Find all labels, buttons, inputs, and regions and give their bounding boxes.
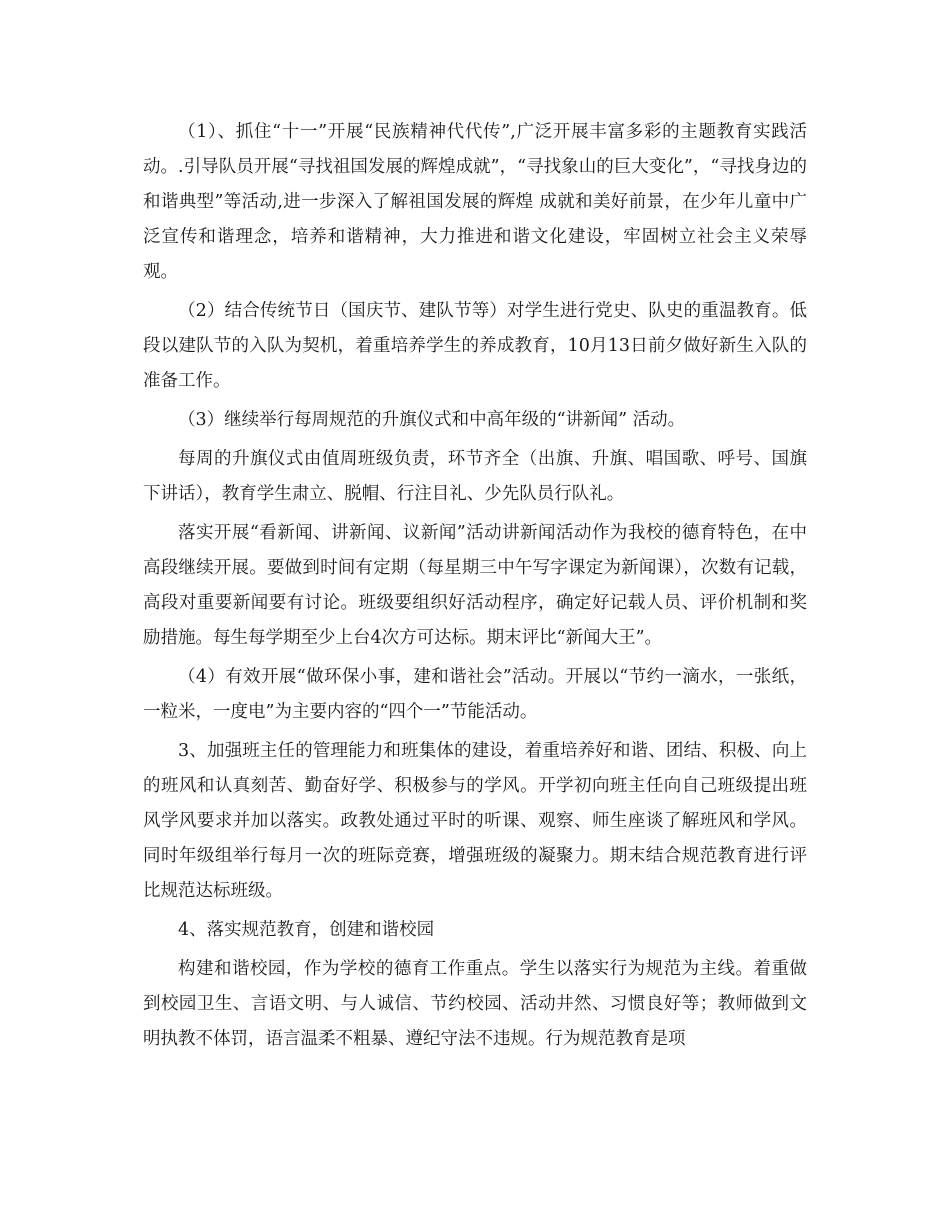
paragraph-flag-ceremony-news: （3）继续举行每周规范的升旗仪式和中高年级的“讲新闻” 活动。 [178,410,686,430]
paragraph-weekly-flag-ceremony: 每周的升旗仪式由值周班级负责，环节齐全（出旗、升旗、唱国歌、呼号、国旗下讲话），教育学生肃立、脱帽、行注目礼、少先队员行队礼。 [143,449,807,504]
paragraph-class-teacher-management: 3、加强班主任的管理能力和班集体的建设，着重培养好和谐、团结、积极、向上的班风和认真刻苦、勤奋好学、积极参与的学风。开学初向班主任向自己班级提出班风学风要求并加以落实。政教处通过平时的听课、观察、师生座谈了解班风和学风。同时年级组举行每月一次的班际竞赛，增强班级的凝聚力。期末结合规范教育进行评比规范达标班级。 [143,741,807,901]
paragraph-national-day-activity: （1）、抓住“十一”开展“民族精神代代传”,广泛开展丰富多彩的主题教育实践活动。.引导队员开展“寻找祖国发展的辉煌成就”，“寻找象山的巨大变化”，“寻找身边的和谐典型”等活动,进一步深入了解祖国发展的辉煌 成就和美好前景，在少年儿童中广泛宣传和谐理念，培养和谐精神，大力推进和谐文化建设，牢固树立社会主义荣辱观。 [143,122,807,282]
paragraph-environmental-activity: （4）有效开展“做环保小事，建和谐社会”活动。开展以“节约一滴水，一张纸，一粒米，一度电”为主要内容的“四个一”节能活动。 [143,667,807,722]
paragraph-traditional-festivals: （2）结合传统节日（国庆节、建队节等）对学生进行党史、队史的重温教育。低段以建队节的入队为契机，着重培养学生的养成教育，10月13日前夕做好新生入队的准备工作。 [143,301,807,391]
paragraph-harmonious-campus-heading: 4、落实规范教育，创建和谐校园 [178,920,435,940]
paragraph-harmonious-campus-body: 构建和谐校园，作为学校的德育工作重点。学生以落实行为规范为主线。着重做到校园卫生、言语文明、与人诚信、节约校园、活动井然、习惯良好等；教师做到文明执教不体罚，语言温柔不粗暴、遵纪守法不违规。行为规范教育是项 [143,959,807,1049]
paragraph-news-activity: 落实开展“看新闻、讲新闻、议新闻”活动讲新闻活动作为我校的德育特色，在中高段继续开展。要做到时间有定期（每星期三中午写字课定为新闻课），次数有记载，高段对重要新闻要有讨论。班级要组织好活动程序，确定好记载人员、评价机制和奖励措施。每生每学期至少上台4次方可达标。期末评比“新闻大王”。 [143,523,807,648]
document-body [143,115,807,1061]
